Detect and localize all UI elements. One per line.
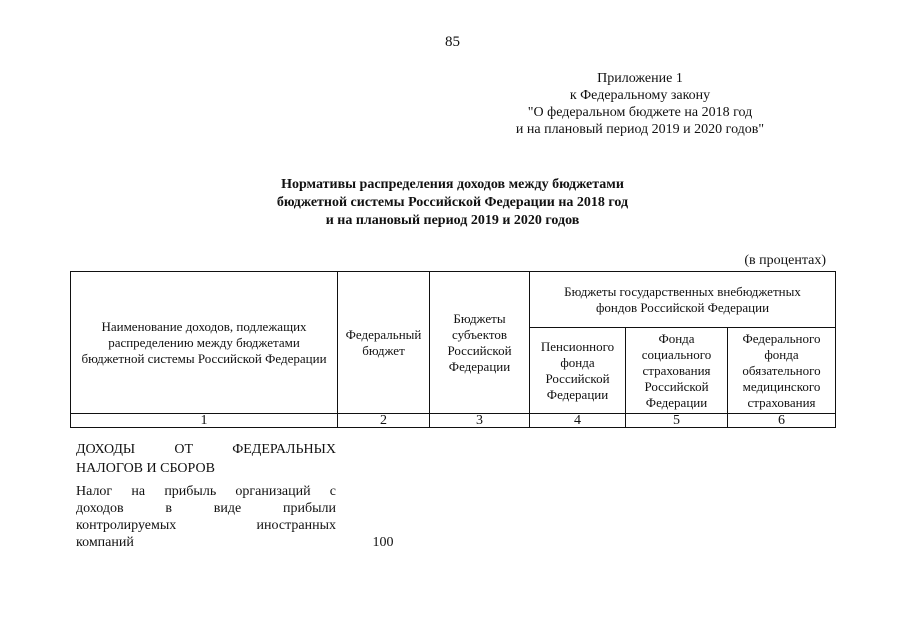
title-line: бюджетной системы Российской Федерации на 2018 год <box>276 195 629 210</box>
row-word: Налог <box>76 484 113 499</box>
income-row-label <box>76 483 336 551</box>
row-word: доходов <box>76 501 124 516</box>
appendix-line: "О федеральном бюджете на 2018 год <box>527 105 753 120</box>
row-word: контролируемых <box>76 518 177 533</box>
row-label-line: компаний <box>76 535 134 550</box>
row-word: в <box>165 501 172 516</box>
column-number: 6 <box>728 414 836 428</box>
federal-budget-value: 100 <box>372 535 394 550</box>
column-number: 5 <box>626 414 728 428</box>
column-number: 4 <box>530 414 626 428</box>
section-heading-line <box>76 440 336 459</box>
header-regional-budgets: Бюджеты субъектов Российской Федерации <box>430 272 530 414</box>
unit-note: (в процентах) <box>744 253 826 268</box>
row-word: прибыль <box>164 484 217 499</box>
title-line: и на плановый период 2019 и 2020 годов <box>325 213 580 228</box>
row-label-line <box>76 483 336 500</box>
header-extrabudgetary-funds: Бюджеты государственных внебюджетных фондов Российской Федерации <box>530 272 836 328</box>
column-number: 1 <box>71 414 338 428</box>
row-word: иностранных <box>256 518 336 533</box>
title-line: Нормативы распределения доходов между бюджетами <box>281 177 624 192</box>
row-word: организаций <box>235 484 311 499</box>
page-number: 85 <box>445 34 460 50</box>
header-social-fund: Фонда социального страхования Российской Федерации <box>626 328 728 414</box>
header-income-name: Наименование доходов, подлежащих распределению между бюджетами бюджетной системы Российской Федерации <box>71 272 338 414</box>
section-word: ДОХОДЫ <box>76 442 136 457</box>
row-label-line <box>76 517 336 534</box>
section-word: ФЕДЕРАЛЬНЫХ <box>232 442 336 457</box>
appendix-note <box>440 70 840 138</box>
row-word: прибыли <box>283 501 336 516</box>
row-label-line <box>76 500 336 517</box>
header-medical-fund: Федерального фонда обязательного медицинского страхования <box>728 328 836 414</box>
distribution-table <box>70 271 836 428</box>
row-word: с <box>329 484 336 499</box>
header-federal-budget: Федеральный бюджет <box>338 272 430 414</box>
header-pension-fund: Пенсионного фонда Российской Федерации <box>530 328 626 414</box>
appendix-line: и на плановый период 2019 и 2020 годов" <box>515 122 765 137</box>
row-word: виде <box>213 501 242 516</box>
row-word: на <box>131 484 146 499</box>
document-title <box>200 176 705 230</box>
appendix-line: к Федеральному закону <box>569 88 711 103</box>
section-word: ОТ <box>174 442 193 457</box>
section-heading-line: НАЛОГОВ И СБОРОВ <box>76 461 215 476</box>
section-heading <box>76 440 336 478</box>
appendix-line: Приложение 1 <box>597 71 683 86</box>
column-number: 3 <box>430 414 530 428</box>
column-number: 2 <box>338 414 430 428</box>
